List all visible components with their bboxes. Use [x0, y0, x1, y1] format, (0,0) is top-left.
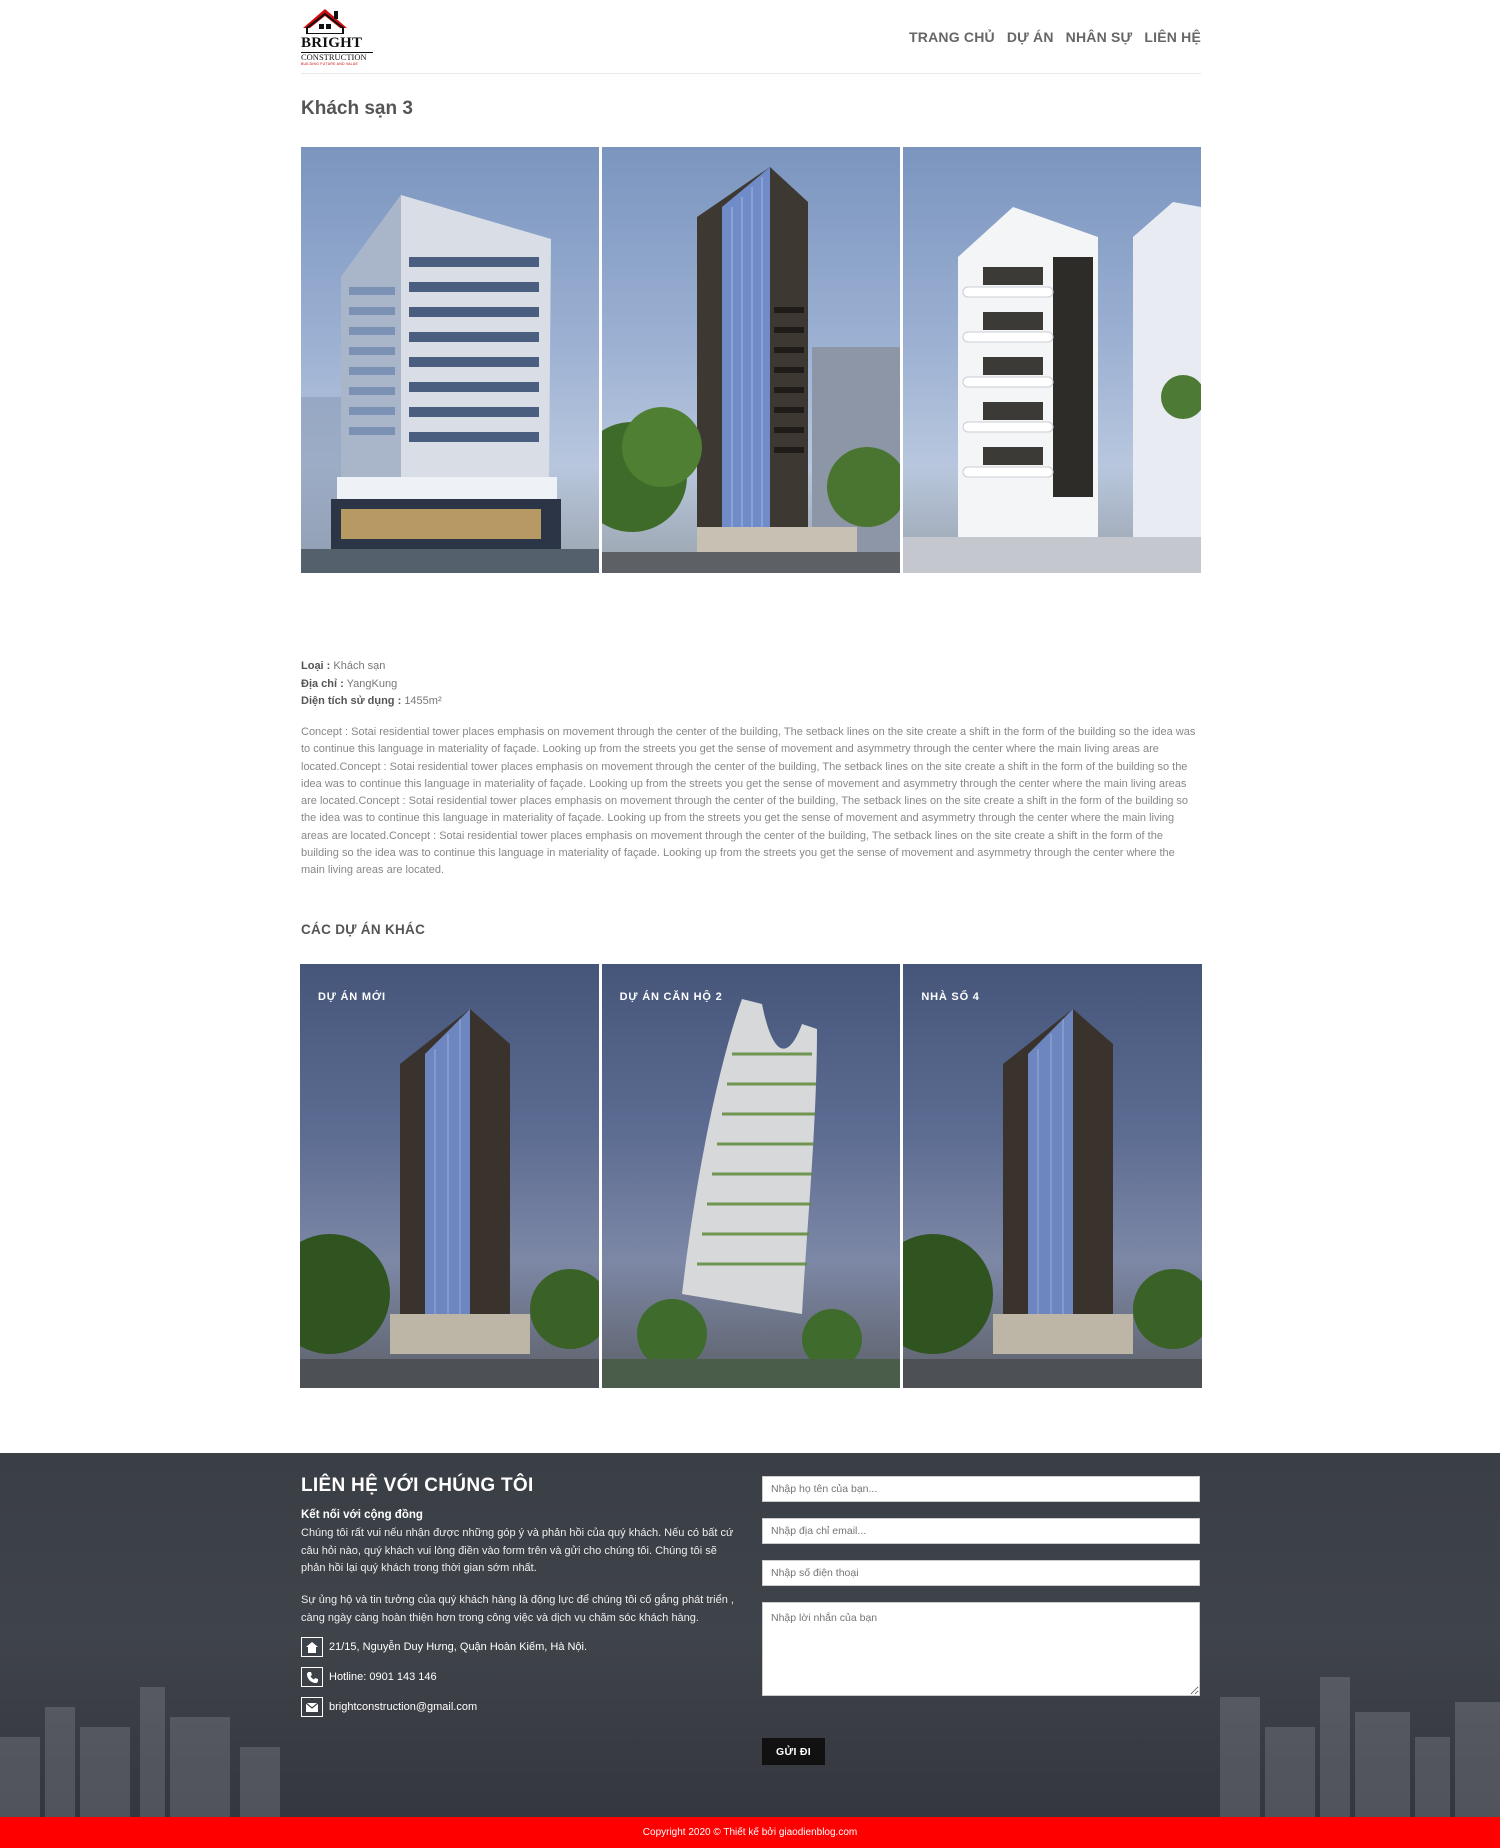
detail-type-label: Loại : [301, 660, 331, 672]
main-nav [909, 29, 1201, 45]
detail-address-label: Địa chỉ : [301, 677, 344, 690]
contact-footer [0, 1453, 1500, 1817]
submit-button[interactable]: GỬI ĐI [762, 1738, 825, 1765]
footer-title: LIÊN HỆ VỚI CHÚNG TÔI [301, 1475, 534, 1496]
nav-item-projects[interactable]: DỰ ÁN [1006, 29, 1054, 45]
message-field[interactable] [762, 1602, 1200, 1696]
project-details [301, 658, 1201, 711]
project-description: Concept : Sotai residential tower places emphasis on movement through the center of the building, The setback lines on the site create a shift in the form of the building so the idea was to continue this language in materiality of façade. Looking up from the streets you get the sense of movement and asymmetry through the center where the main living areas are located.Concept : Sotai residential tower places emphasis on movement through the center of the building, The setback lines on the site create a shift in the form of the building so the idea was to continue this language in materiality of façade. Looking up from the streets you get the sense of movement and asymmetry through the center where the main living areas are located.Concept : Sotai residential tower places emphasis on movement through the center of the building, The setback lines on the site create a shift in the form of the building so the idea was to continue this language in materiality of façade. Looking up from the streets you get the sense of movement and asymmetry through the center where the main living areas are located.Concept : Sotai residential tower places emphasis on movement through the center of the building, The setback lines on the site create a shift in the form of the building so the idea was to continue this language in materiality of façade. Looking up from the streets you get the sense of movement and asymmetry through the center where the main living areas are located. [301, 726, 1196, 877]
gallery-image-white-residence[interactable] [903, 147, 1201, 573]
detail-area-row [301, 693, 1201, 711]
logo-brand-name: BRIGHT [301, 35, 363, 51]
footer-paragraph-1: Chúng tôi rất vui nếu nhận được những góp ý và phản hồi của quý khách. Nếu có bất cứ câu hỏi nào, quý khách vui lòng điền vào form trên và gửi cho chúng tôi. Chúng tôi sẽ phản hồi lại quý khách trong thời gian sớm nhất. [301, 1527, 734, 1574]
related-card-new-project[interactable] [300, 964, 599, 1388]
name-field[interactable] [762, 1476, 1200, 1502]
home-icon [301, 1637, 323, 1657]
gallery-image-dark-tower[interactable] [602, 147, 900, 573]
copyright-bar [0, 1817, 1500, 1848]
detail-type-value: Khách sạn [333, 660, 386, 672]
related-card-label: DỰ ÁN CĂN HỘ 2 [619, 991, 723, 1003]
footer-hotline-text: Hotline: 0901 143 146 [329, 1671, 437, 1683]
nav-item-contact[interactable]: LIÊN HỆ [1144, 29, 1201, 45]
related-card-apartment-2[interactable] [602, 964, 901, 1388]
related-projects-title: CÁC DỰ ÁN KHÁC [301, 922, 426, 937]
detail-area-value: 1455m² [404, 695, 442, 707]
phone-field[interactable] [762, 1560, 1200, 1586]
page-title: Khách sạn 3 [301, 98, 413, 119]
footer-email [301, 1697, 477, 1717]
related-card-house-4[interactable] [903, 964, 1202, 1388]
nav-item-home[interactable]: TRANG CHỦ [909, 29, 995, 45]
detail-area-label: Diện tích sử dụng : [301, 695, 402, 707]
detail-type-row [301, 658, 1201, 676]
email-field[interactable] [762, 1518, 1200, 1544]
related-card-label: DỰ ÁN MỚI [318, 991, 386, 1003]
project-gallery [301, 147, 1201, 573]
footer-address-text: 21/15, Nguyễn Duy Hưng, Quận Hoàn Kiếm, Hà Nội. [329, 1641, 588, 1653]
related-projects [300, 964, 1202, 1388]
footer-hotline [301, 1667, 437, 1687]
footer-email-text[interactable]: brightconstruction@gmail.com [329, 1701, 478, 1713]
footer-paragraph-2: Sự ủng hộ và tin tưởng của quý khách hàng là động lực để chúng tôi cố gắng phát triển , càng ngày càng hoàn thiện hơn trong công việc và dịch vụ chăm sóc khách hàng. [301, 1594, 734, 1624]
logo-tagline: BUILDING FUTURE AND VALUE [301, 62, 359, 66]
gallery-image-hotel-tower[interactable] [301, 147, 599, 573]
contact-form [762, 1476, 1200, 1758]
envelope-icon [301, 1697, 323, 1717]
nav-item-staff[interactable]: NHÂN SỰ [1065, 29, 1133, 45]
phone-icon [301, 1667, 323, 1687]
detail-address-value: YangKung [346, 677, 398, 690]
footer-subtitle: Kết nối với cộng đồng [301, 1509, 423, 1521]
footer-address [301, 1637, 587, 1657]
copyright-text: Copyright 2020 © Thiết kế bởi giaodienblog.com [642, 1827, 858, 1838]
logo-brand-subline: CONSTRUCTION [301, 52, 373, 62]
city-skyline-background [0, 1617, 1500, 1817]
site-header [301, 0, 1201, 74]
related-card-label: NHÀ SỐ 4 [921, 991, 980, 1003]
brand-logo[interactable] [301, 8, 373, 66]
detail-address-row [301, 676, 1201, 694]
roof-icon [301, 8, 349, 34]
